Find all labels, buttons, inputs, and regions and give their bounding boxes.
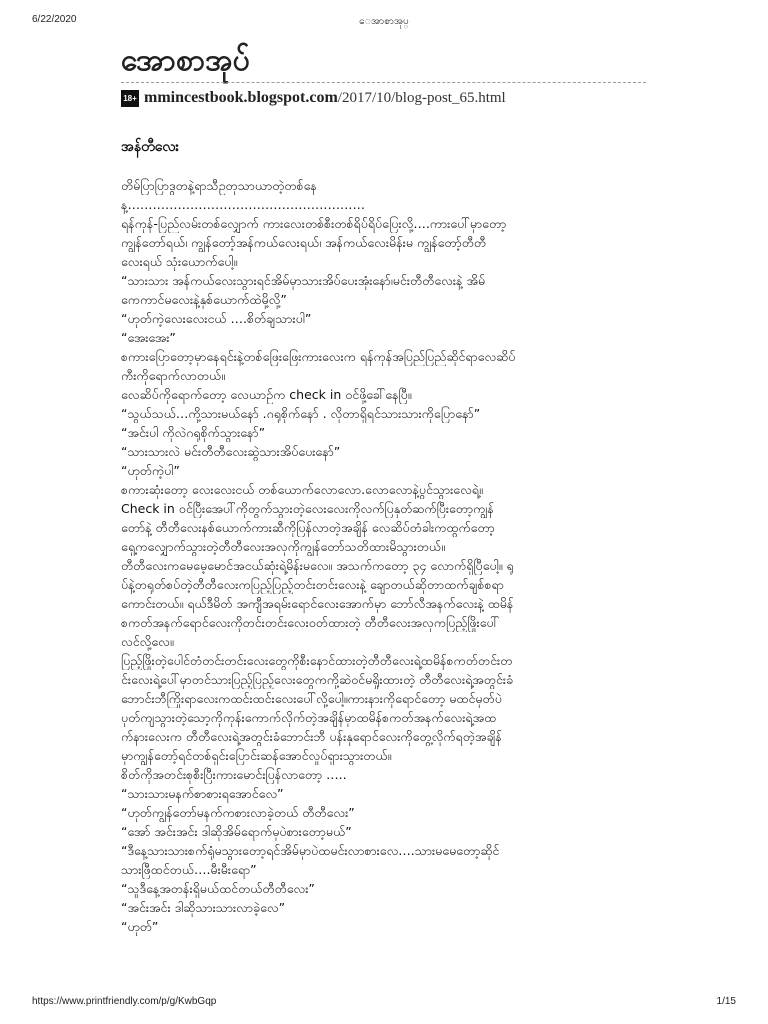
story-line: စကားပြောတော့မှာနေရင်းနဲ့တစ်ဖြေးဖြေးကားလေးက ရန်ကုန်အပြည်ပြည်ဆိုင်ရာလေဆိပ် [121,349,516,364]
story-line: “ဒီနေ့သားသားစက်ရုံမသွားတော့ရင်အိမ်မှာပဲထမင်းလာစားလေ….သားမမေတော့ဆိုင် [121,843,500,858]
story-line: တီတီလေးကမေမေ့မောင်အငယ်ဆုံးရဲ့မိန်းမလေ။ အသက်ကတော့ ၃၄ လောက်ရှိပြီပေါ့။ ရု [121,558,514,573]
print-date: 6/22/2020 [32,14,77,25]
story-line: ကောင်းတယ်။ ရယ်ဒီမိတ် အကျီအရမ်းရောင်လေးအောက်မှာ ဘော်လီအနက်လေးနဲ့ ထမိန် [121,596,514,611]
story-line: တိမ်ပြာပြာဒွတနဲ့ရာသီဥတုသာယာတဲ့တစ်နေ [121,178,317,193]
story-line: စကတ်အနက်ရောင်လေးကိုတင်းတင်းလေးဝတ်ထားတဲ့ တီတီလေးအလှကပြည့်ဖြိုးပေါ် [121,615,500,630]
post-heading: အန်တီလေး [121,139,180,155]
source-domain-link[interactable]: mmincestbook.blogspot.com [144,89,338,106]
story-line: ပ်နဲ့တရုတ်စပ်တဲ့တီတီလေးကပြည့်ပြည့်တင်းတင်းလေးနဲ့ ချောတယ်ဆိုတာထက်ချစ်စရာ [121,577,504,592]
story-line: “ဟုတ်” [121,919,159,934]
title-divider [121,82,646,83]
story-line: လေဆိပ်ကိုရောက်တော့ လေယာဉ်က check in ဝင်ဖို့ခေါ်နေပြီ။ [121,387,412,402]
story-line: Check in ဝင်ပြီးအေပါ်ကိုတွက်သွားတဲ့လေးလေးကိုလက်ပြနုတ်ဆက်ပြီးတော့ကျွန် [121,501,494,516]
story-line: “သူဒီနေ့အတန်းရှိမယ်ထင်တယ်တီတီလေး” [121,881,315,896]
story-line: ပြည့်ဖြိုးတဲ့ပေါင်တံတင်းတင်းလေးတွေကိုစီးနောင်ထားတဲ့တီတီလေးရဲ့ထမိန်စကတ်တင်းတ [121,653,513,668]
story-line: င်းလေးရဲ့ပေါ်မှာတင်သားပြည့်ပြည့်လေးတွေကကို့ဆဲဝင်မရှိုးထားတဲ့ တီတီလေးရဲ့အတွင်းခံ [121,672,514,687]
story-line: တော်နဲ့ တီတီလေးနစ်ယောက်ကားဆီကိုပြန်လာတဲ့အချိန် လေဆိပ်တံခါးကထွက်တော့ [121,520,495,535]
story-line: “အေးအေး” [121,330,176,345]
story-line: မှာကျွန်တော့်ရင်တစ်ရှင်းပြောင်းဆန်အောင်လှုပ်ရှားသွားတယ်။ [121,748,392,763]
story-line: “သားသားမနက်စာစားရအောင်လေ” [121,786,284,801]
story-line: စိတ်ကိုအတင်းစုစီးပြီးကားမောင်းပြန်လာတော့ ….. [121,767,347,782]
print-source-url: https://www.printfriendly.com/p/g/KwbGqp [32,996,217,1007]
story-line: က်နားလေးက တီတီလေးရဲ့အတွင်းခံဘောင်းဘီ ပန်းနုရောင်လေးကိုတွေ့လိုက်ရတဲ့အချိန် [121,729,502,744]
story-line: “ဟုတ်ကဲ့လေးလေးငယ် ….စိတ်ချသားပါ” [121,311,312,326]
page-number: 1/15 [716,996,736,1007]
story-line: “သွယ်သယ်…ကို့သားမယ်နော် .ဂရုစိုက်နော် . လိုတာရှိရင်သားသားကိုပြောနော်” [121,406,481,421]
source-path: /2017/10/blog-post_65.html [337,89,506,106]
story-line: လေးရယ် သုံးယောက်ပေါ့။ [121,254,238,269]
print-tab-title: ေအာစာအုပ္ [359,16,409,27]
source-line [121,88,506,108]
story-line: “အင်းပါ ကိုလဲဂရုစိုက်သွားနော်” [121,425,266,440]
print-header [0,0,768,26]
page-title: အောစာအုပ် [121,43,250,78]
story-line: စကားဆုံးတော့ လေးလေးငယ် တစ်ယောက်လောလော.လောလောနဲ့ပွင်သွားလေရဲ့။ [121,482,483,497]
story-line: “သားသားလဲ မင်းတီတီလေးဆွဲသားအိပ်ပေးနော်” [121,444,341,459]
story-line: န့………………………………………………… [121,197,365,212]
story-body [121,176,641,936]
story-line: လင်လို့လေ။ [121,634,174,649]
story-line: ကျွန်တော်ရယ်၊ ကျွန်တော့်အန်ကယ်လေးရယ်၊ အန်ကယ်လေးမိန်းမ ကျွန်တော့်တီတီ [121,235,487,250]
print-footer [0,992,768,1012]
story-line: ကီးကိုရောက်လာတယ်။ [121,368,225,383]
story-line: ရှေ့ကလျှောက်သွားတဲ့တီတီလေးအလှကိုကျွန်တော်သတိထားမိသွားတယ်။ [121,539,445,554]
story-line: “ဟုတ်ကဲ့ပါ” [121,463,180,478]
story-line: ရန်ကုန်-ပြည်လမ်းတစ်လျှောက် ကားလေးတစ်စီးတစ်ရိပ်ရိပ်ပြေးလို့….ကားပေါ်မှာတော့ [121,216,507,231]
story-line: ကေကာင်မလေးနဲ့နှစ်ယောက်ထဲမို့လို့” [121,292,287,307]
story-line: “အော် အင်းအင်း ဒါဆိုအိမ်ရောက်မှပဲစားတော့မယ်” [121,824,352,839]
story-line: “သားသား အန်ကယ်လေးသွားရင်အိမ်မှာသားအိပ်ပေးအုံးနော်၊မင်းတီတီလေးနဲ့ အိမ် [121,273,486,288]
story-line: “အင်းအင်း ဒါဆိုသားသားလာခဲ့လေ” [121,900,286,915]
story-line: ဘောင်းဘီကြိုးရာလေးကထင်းထင်းလေးပေါ်လို့ပေါ့။ကားနားကိုရောင်တော့ မထင်မှတ်ပဲ [121,691,502,706]
age-rating-badge: 18+ [121,90,139,107]
story-line: သားဖြီထင်တယ်….မီးမီးရော” [121,862,257,877]
story-line: “ဟုတ်ကျွန်တော်မနက်ကစားလာခဲ့တယ် တီတီလေး” [121,805,355,820]
story-line: ပုတ်ကျသွားတဲ့သော့ကိုကုန်းကောက်လိုက်တဲ့အချိန်မှာထမိန်စကတ်အနက်လေးရဲ့အထ [121,710,497,725]
